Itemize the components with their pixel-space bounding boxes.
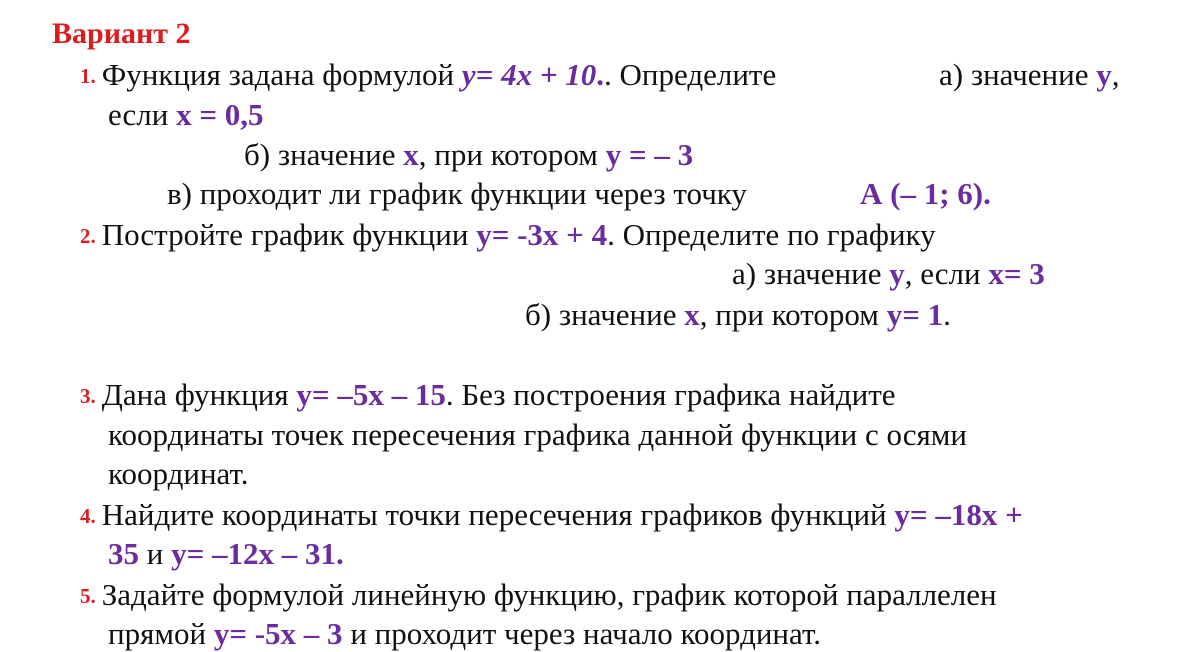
task-2-part-a-text2: , если — [904, 256, 989, 291]
task-1-part-a — [939, 57, 1119, 93]
task-2-part-b-text: б) значение — [525, 297, 685, 332]
task-2-part-a-expr: x= 3 — [988, 256, 1045, 291]
task-5-line-2 — [108, 616, 821, 652]
task-2-part-a-var: y — [889, 256, 905, 291]
task-2-text-end: . Определите по графику — [607, 217, 936, 252]
task-3-formula: y= –5x – 15 — [296, 377, 446, 412]
task-2-part-b-expr: y= 1 — [886, 297, 944, 332]
task-1-part-b-var: x — [403, 137, 419, 172]
task-2-number: 2. — [80, 224, 96, 248]
task-1-formula: y= 4x + 10 — [461, 57, 597, 92]
task-5-formula: y= -5x – 3 — [213, 616, 343, 651]
task-4-line-2 — [108, 536, 344, 572]
task-2-part-a — [732, 256, 1045, 292]
task-1-part-b-expr: y = – 3 — [605, 137, 694, 172]
task-1-condition-expr: x = 0,5 — [176, 97, 264, 132]
task-5-line-1 — [80, 577, 997, 616]
task-1-dot: . — [596, 57, 604, 92]
task-3-text-end: . Без построения графика найдите — [445, 377, 896, 412]
task-3-number: 3. — [80, 384, 96, 408]
task-2-line-1 — [80, 217, 936, 256]
task-4-formula-1a: y= –18x + — [894, 497, 1023, 532]
task-3-line-2: координаты точек пересечения графика данной функции с осями — [108, 417, 967, 452]
task-4-line-1 — [80, 497, 1023, 536]
task-4-formula-2: y= –12x – 31. — [171, 536, 344, 571]
task-4-number: 4. — [80, 504, 96, 528]
task-1-part-a-text: а) значение — [939, 57, 1097, 92]
task-3-text: Дана функция — [101, 377, 297, 412]
task-2-part-b-end: . — [943, 297, 951, 332]
task-1-part-b-text: б) значение — [244, 137, 404, 172]
task-5-text: Задайте формулой линейную функцию, график которой параллелен — [101, 577, 997, 612]
task-1-text: Функция задана формулой — [101, 57, 462, 92]
task-2-text: Постройте график функции — [101, 217, 477, 252]
task-1-part-v-point: А (– 1; 6). — [860, 176, 991, 211]
task-2-part-b-var: x — [684, 297, 700, 332]
task-1-part-v — [167, 176, 747, 212]
task-1-condition-text: если — [108, 97, 177, 132]
task-1-part-b — [244, 137, 693, 173]
task-4-text: Найдите координаты точки пересечения графиков функций — [101, 497, 895, 532]
task-1-part-v-text: в) проходит ли график функции через точку — [167, 176, 747, 211]
task-2-part-a-text: а) значение — [732, 256, 890, 291]
task-1-text-end: . Определите — [604, 57, 777, 92]
task-3-line-1 — [80, 377, 896, 416]
task-1-part-a-var: y — [1096, 57, 1112, 92]
task-1-condition — [108, 97, 264, 133]
task-2-part-b-text2: , при котором — [699, 297, 887, 332]
task-1-line-1 — [80, 57, 776, 96]
task-5-line-2-start: прямой — [108, 616, 214, 651]
task-5-number: 5. — [80, 584, 96, 608]
task-2-part-b — [525, 297, 951, 333]
task-4-mid: и — [139, 536, 172, 571]
task-1-part-b-text2: , при котором — [418, 137, 606, 172]
variant-title: Вариант 2 — [52, 17, 191, 50]
task-1-number: 1. — [80, 64, 96, 88]
task-3-line-3: координат. — [108, 456, 249, 491]
task-1-part-a-comma: , — [1111, 57, 1120, 92]
task-2-formula: y= -3x + 4 — [476, 217, 608, 252]
task-4-formula-1b: 35 — [108, 536, 139, 571]
task-5-line-2-end: и проходит через начало координат. — [342, 616, 821, 651]
